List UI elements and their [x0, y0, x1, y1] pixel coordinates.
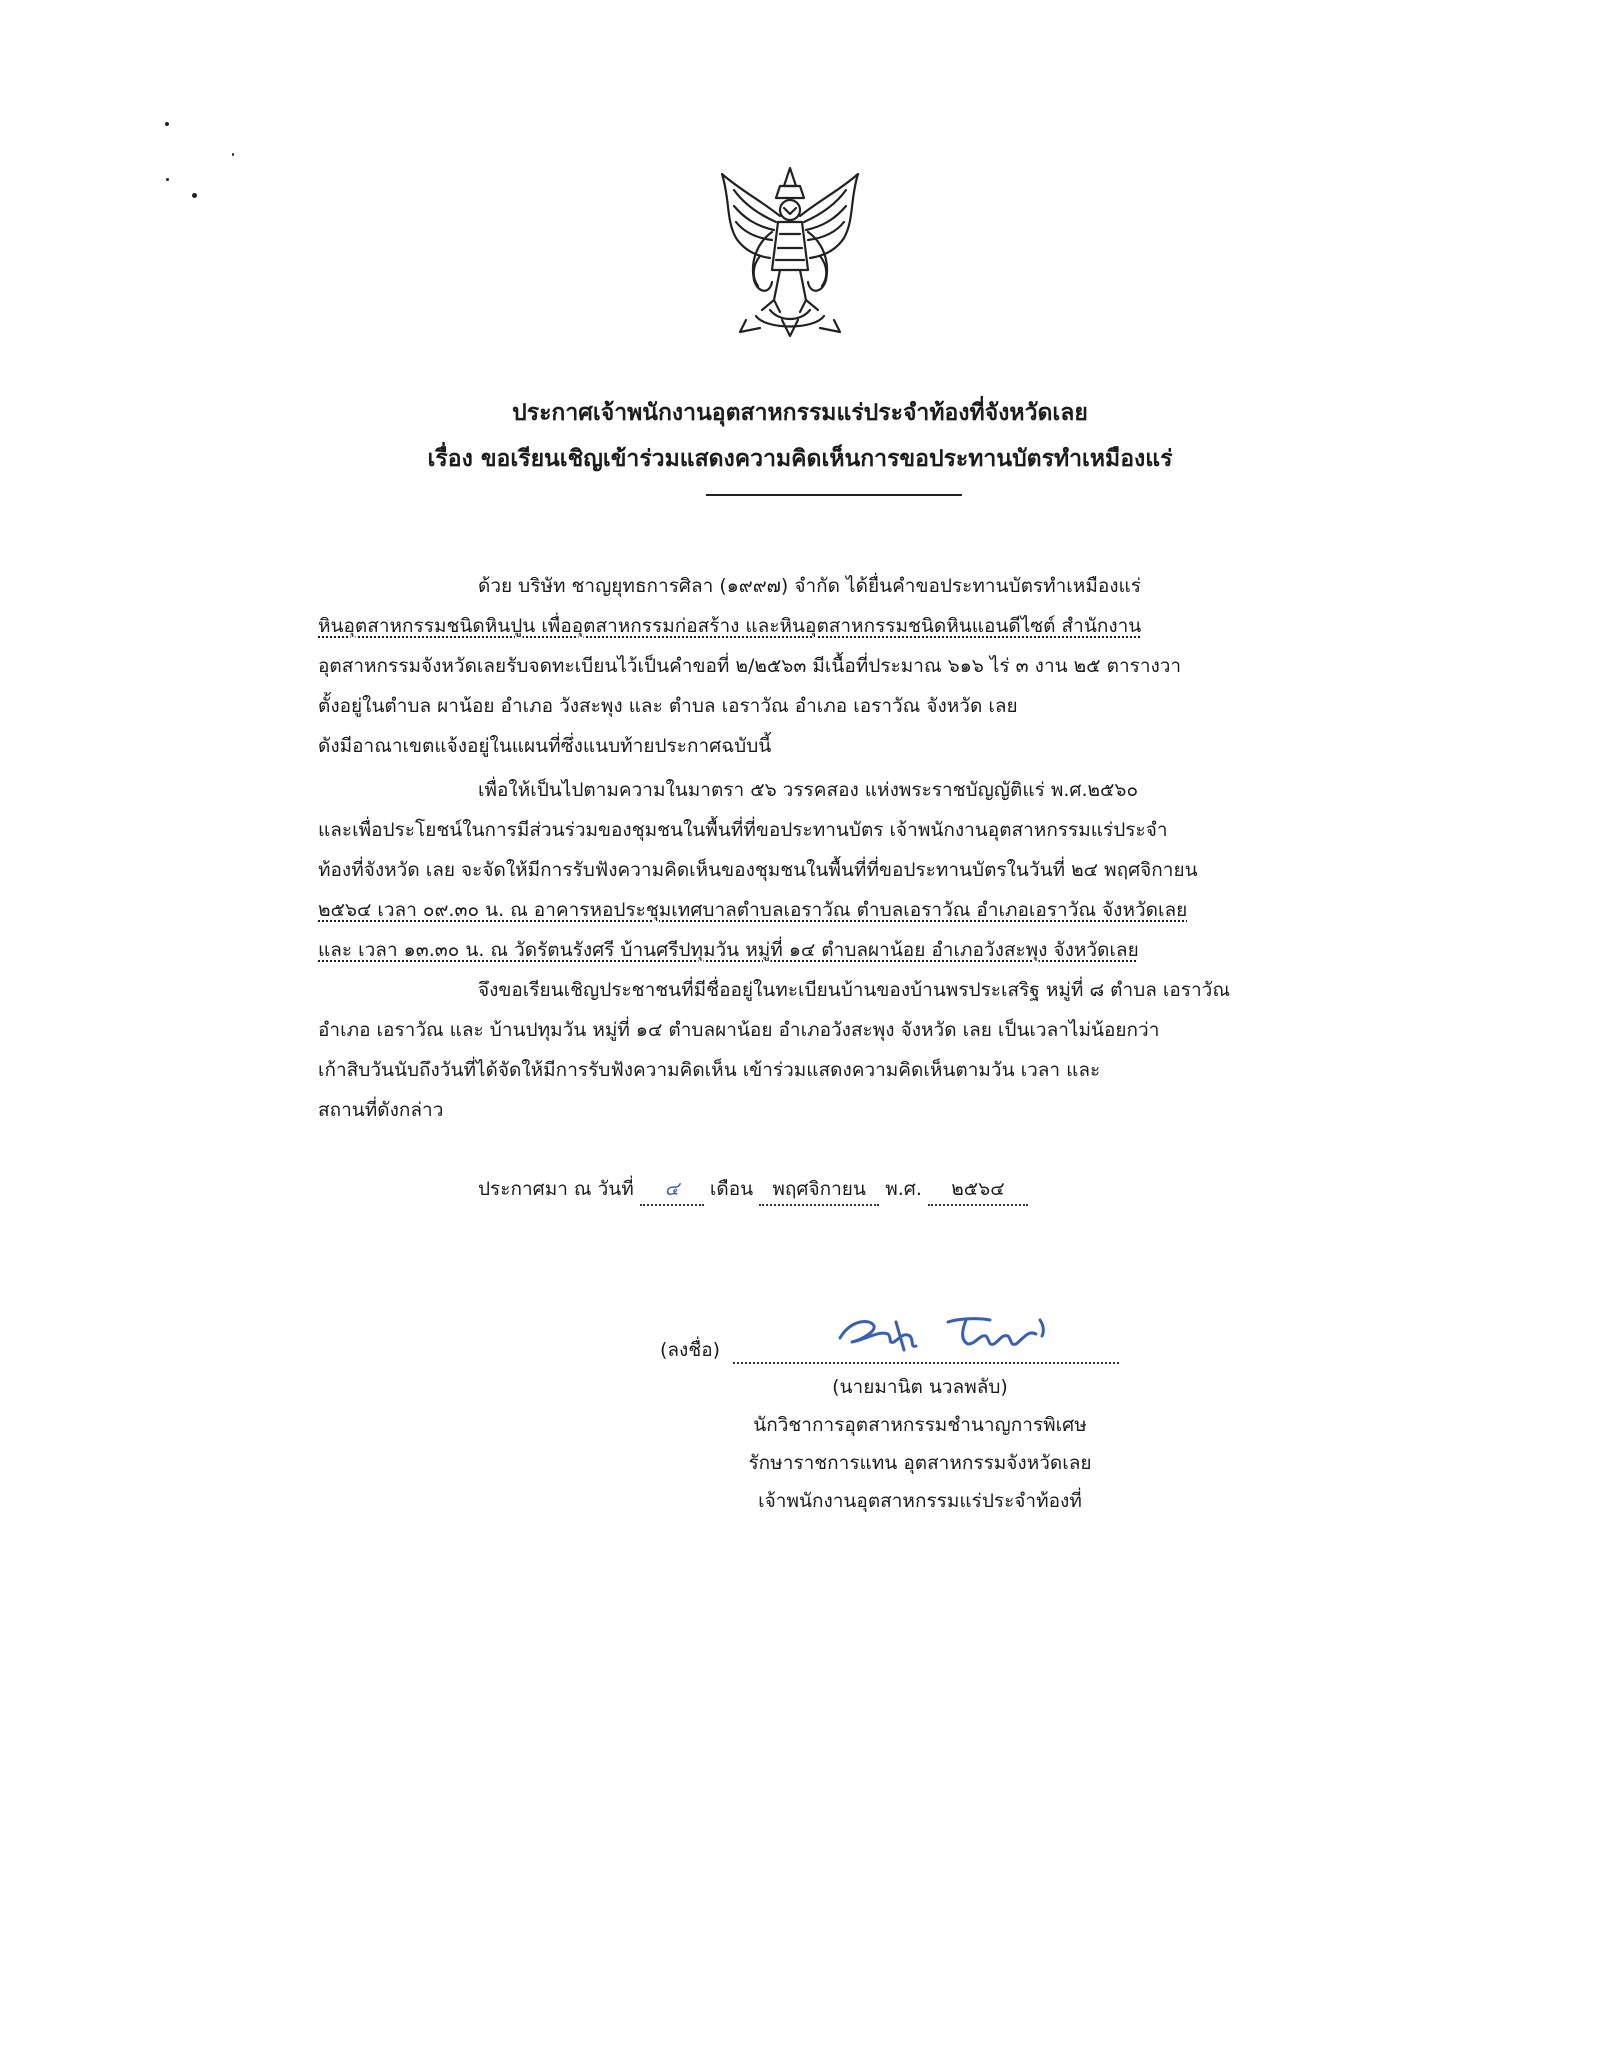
paragraph-2-line: ๒๕๖๔ เวลา ๐๙.๓๐ น. ณ อาคารหอประชุมเทศบาลตำบลเอราวัณ ตำบลเอราวัณ อำเภอเอราวัณ จังหวัดเลย — [318, 899, 1188, 921]
date-month: พฤศจิกายน — [759, 1174, 879, 1206]
paragraph-2-line: เพื่อให้เป็นไปตามความในมาตรา ๕๖ วรรคสอง แห่งพระราชบัญญัติแร่ พ.ศ.๒๕๖๐ — [478, 779, 1139, 801]
paragraph-3-line: เก้าสิบวันนับถึงวันที่ได้จัดให้มีการรับฟังความคิดเห็น เข้าร่วมแสดงความคิดเห็นตามวัน เวลา และ — [318, 1059, 1101, 1081]
date-prefix: ประกาศมา ณ วันที่ — [478, 1178, 634, 1200]
scan-speck — [166, 178, 169, 181]
paragraph-1-line: ด้วย บริษัท ชาญยุทธการศิลา (๑๙๙๗) จำกัด ได้ยื่นคำขอประทานบัตรทำเหมืองแร่ — [478, 575, 1141, 597]
paragraph-2-line: ท้องที่จังหวัด เลย จะจัดให้มีการรับฟังความคิดเห็นของชุมชนในพื้นที่ที่ขอประทานบัตรในวันที่ ๒๔ พฤศจิกายน — [318, 859, 1198, 881]
paragraph-1-line: หินอุตสาหกรรมชนิดหินปูน เพื่ออุตสาหกรรมก่อสร้าง และหินอุตสาหกรรมชนิดหินแอนดีไซต์ สำนักงาน — [318, 615, 1142, 637]
date-year-label: พ.ศ. — [885, 1178, 922, 1200]
paragraph-1-line: ตั้งอยู่ในตำบล ผาน้อย อำเภอ วังสะพุง และ ตำบล เอราวัณ อำเภอ เอราวัณ จังหวัด เลย — [318, 695, 1018, 717]
date-year: ๒๕๖๔ — [928, 1174, 1028, 1206]
scan-speck — [192, 193, 197, 198]
paragraph-3-line: สถานที่ดังกล่าว — [318, 1099, 444, 1121]
signature-line — [733, 1362, 1119, 1364]
announcement-body — [318, 566, 1304, 1130]
date-month-label: เดือน — [709, 1178, 754, 1200]
scan-speck — [165, 122, 169, 126]
paragraph-3-line: อำเภอ เอราวัณ และ บ้านปทุมวัน หมู่ที่ ๑๔ ตำบลผาน้อย อำเภอวังสะพุง จังหวัด เลย เป็นเวลาไม่น้อยกว่า — [318, 1019, 1160, 1041]
signature-label: (ลงชื่อ) — [660, 1339, 721, 1361]
title-divider — [706, 494, 962, 496]
scan-speck — [232, 153, 234, 156]
signatory-block — [640, 1368, 1200, 1520]
signatory-position: นักวิชาการอุตสาหกรรมชำนาญการพิเศษ — [753, 1414, 1087, 1436]
paragraph-2-line: และเพื่อประโยชน์ในการมีส่วนร่วมของชุมชนในพื้นที่ที่ขอประทานบัตร เจ้าพนักงานอุตสาหกรรมแร่ประจำ — [318, 819, 1168, 841]
signatory-position: เจ้าพนักงานอุตสาหกรรมแร่ประจำท้องที่ — [758, 1490, 1082, 1512]
document-subject: เรื่อง ขอเรียนเชิญเข้าร่วมแสดงความคิดเห็นการขอประทานบัตรทำเหมืองแร่ — [427, 446, 1173, 472]
paragraph-1-line: ดังมีอาณาเขตแจ้งอยู่ในแผนที่ซึ่งแนบท้ายประกาศฉบับนี้ — [318, 735, 772, 757]
signatory-name: (นายมานิต นวลพลับ) — [832, 1376, 1008, 1398]
signatory-position: รักษาราชการแทน อุตสาหกรรมจังหวัดเลย — [748, 1452, 1092, 1474]
paragraph-3-line: จึงขอเรียนเชิญประชาชนที่มีชื่ออยู่ในทะเบียนบ้านของบ้านพรประเสริฐ หมู่ที่ ๘ ตำบล เอราวัณ — [478, 979, 1230, 1001]
paragraph-1-line: อุตสาหกรรมจังหวัดเลยรับจดทะเบียนไว้เป็นคำขอที่ ๒/๒๕๖๓ มีเนื้อที่ประมาณ ๖๑๖ ไร่ ๓ งาน ๒๕ ตารางวา — [318, 655, 1182, 677]
date-day: ๔ — [640, 1174, 704, 1206]
announcement-date — [478, 1169, 1278, 1209]
garuda-emblem-icon — [700, 160, 880, 340]
paragraph-2-line: และ เวลา ๑๓.๓๐ น. ณ วัดรัตนรังศรี บ้านศรีปทุมวัน หมู่ที่ ๑๔ ตำบลผาน้อย อำเภอวังสะพุง จังหวัดเลย — [318, 939, 1139, 961]
handwritten-signature-icon — [830, 1300, 1070, 1360]
document-title: ประกาศเจ้าพนักงานอุตสาหกรรมแร่ประจำท้องที่จังหวัดเลย — [512, 400, 1088, 426]
